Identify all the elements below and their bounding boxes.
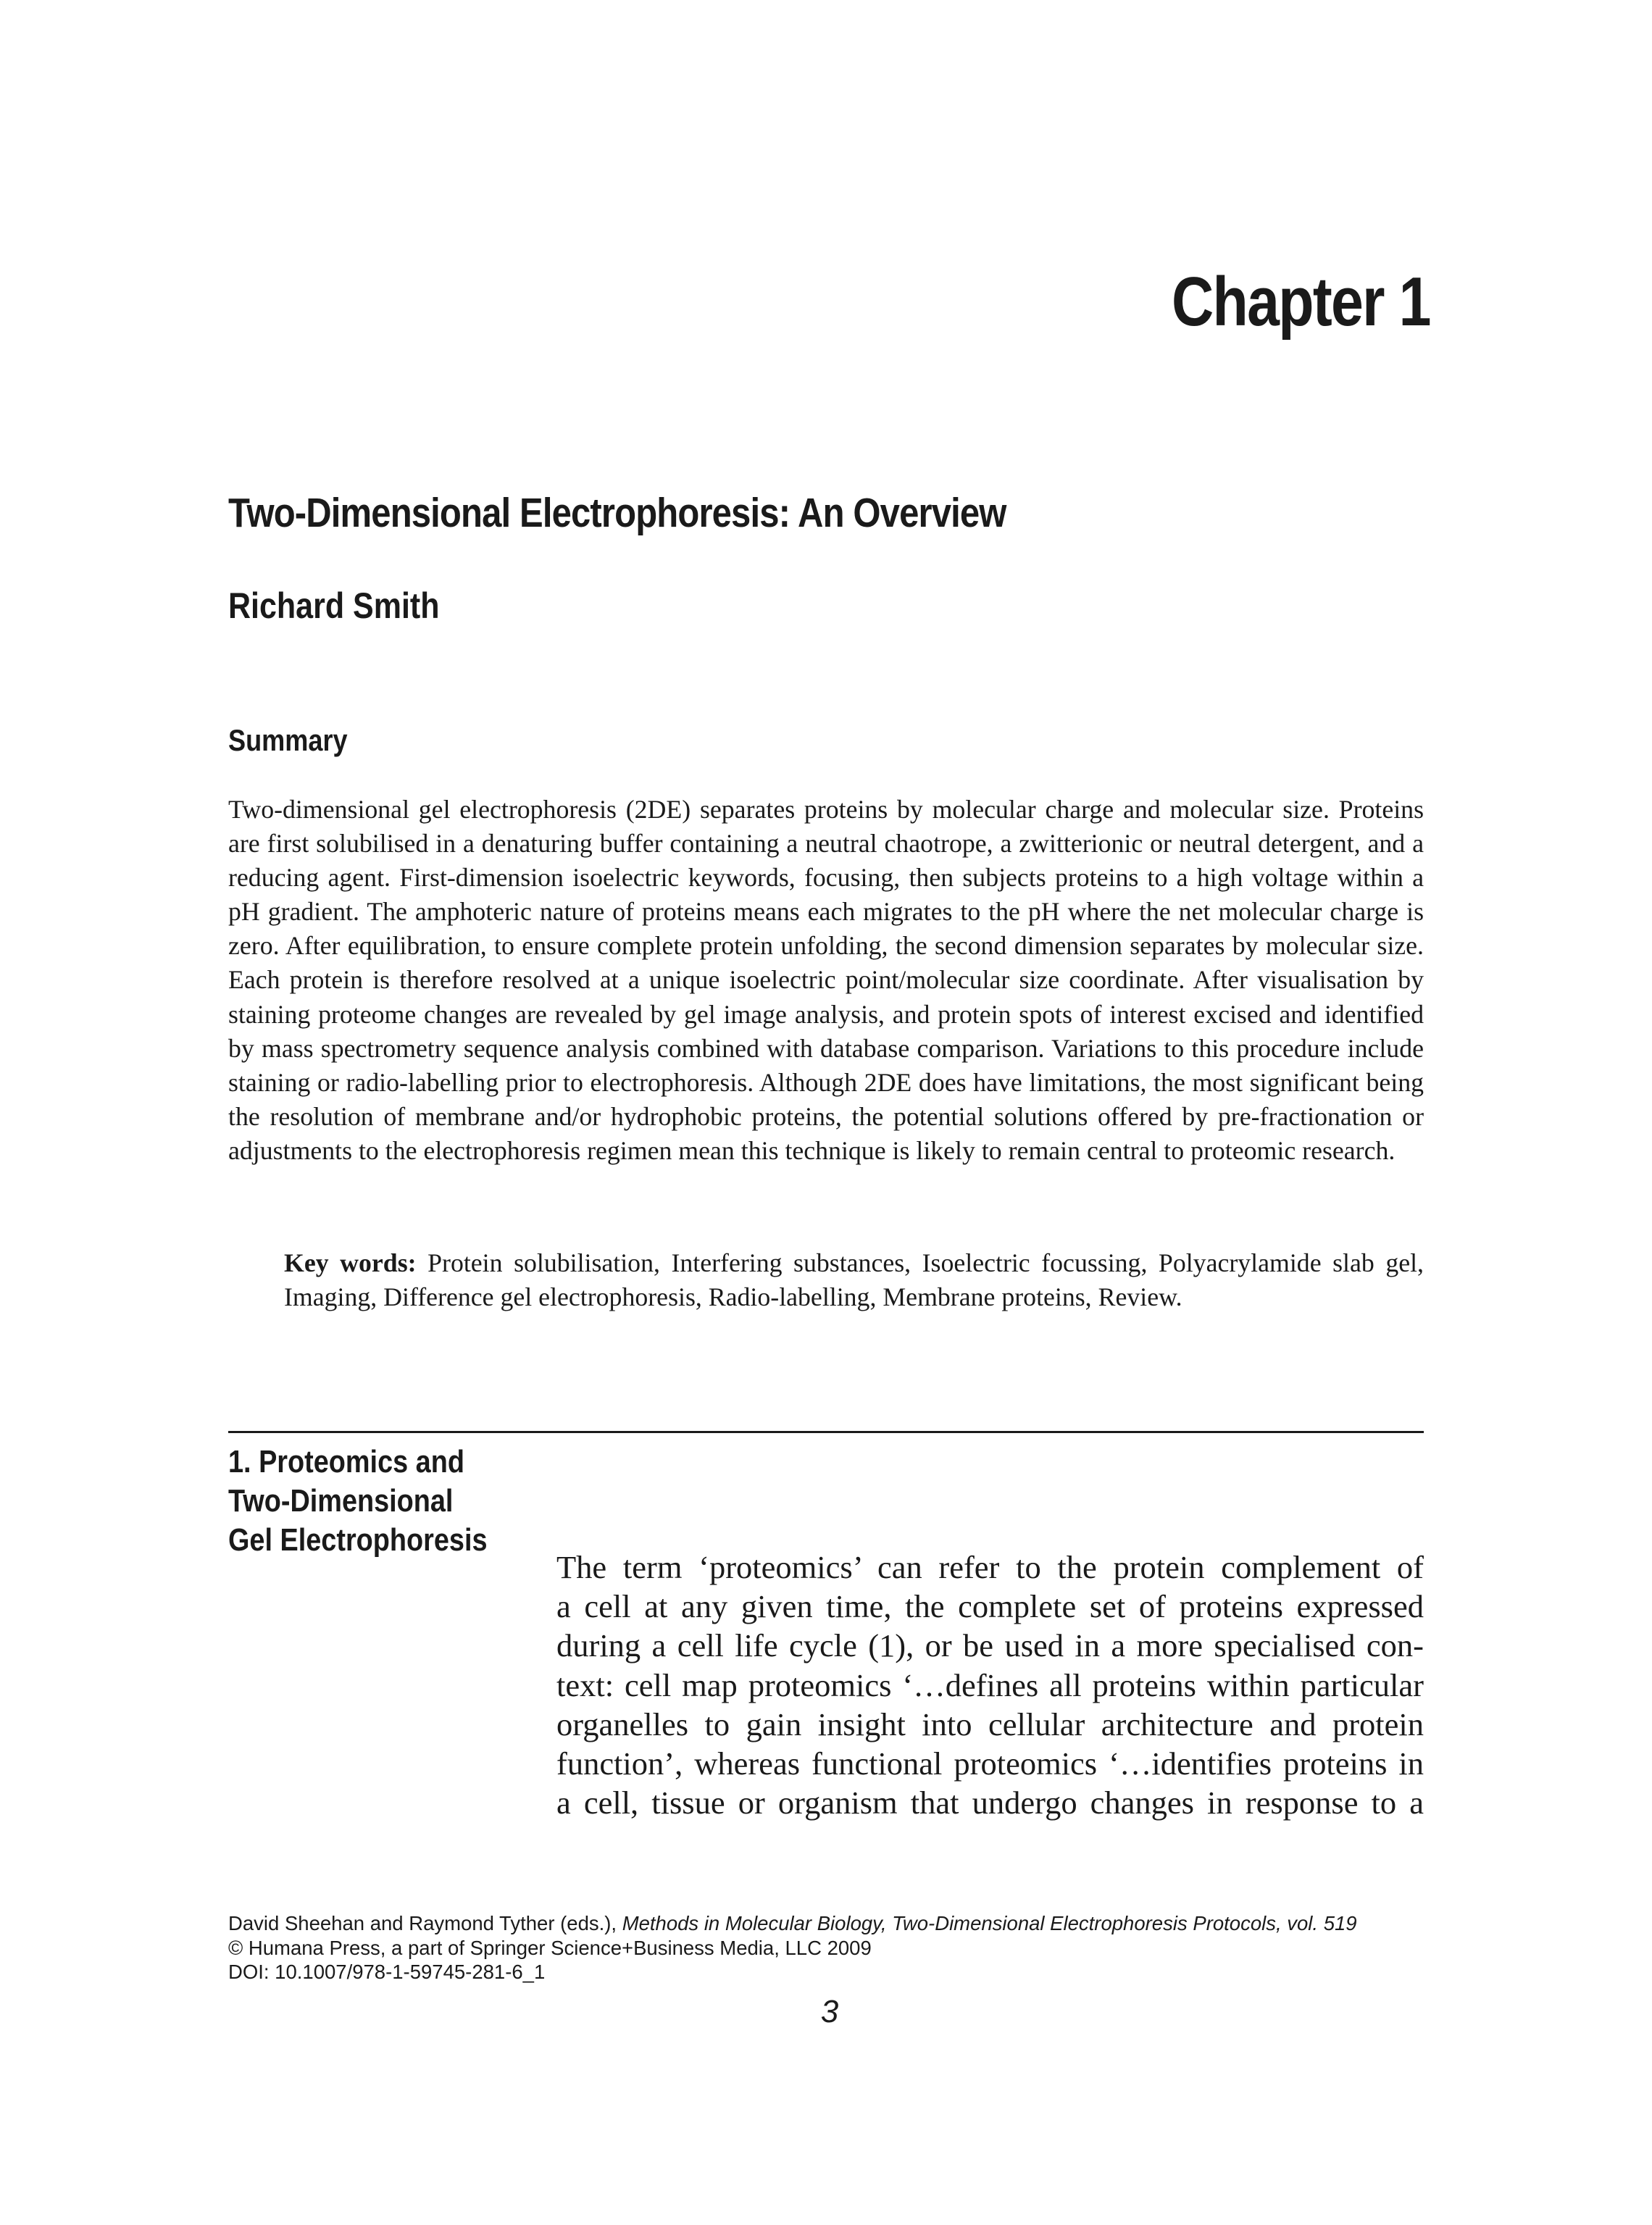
section-heading-line: 1. Proteomics and	[228, 1444, 464, 1479]
section-body	[556, 1548, 1424, 1822]
body-line: a cell at any given time, the complete set of proteins expressed	[556, 1588, 1424, 1625]
section-heading	[228, 1443, 540, 1560]
author-name: Richard Smith	[228, 585, 440, 626]
section-divider	[228, 1431, 1424, 1433]
keywords-text: Protein solubilisation, Interfering substances, Isoelectric focussing, Polyacrylamide slab gel, Imaging, Difference gel electrophoresis, Radio-labelling, Membrane proteins, Review.	[284, 1248, 1424, 1312]
body-line: organelles to gain insight into cellular architecture and protein	[556, 1706, 1424, 1742]
body-line: a cell, tissue or organism that undergo changes in response to a	[556, 1784, 1424, 1821]
footer-doi: DOI: 10.1007/978-1-59745-281-6_1	[228, 1961, 546, 1983]
chapter-title: Two-Dimensional Electrophoresis: An Overview	[228, 490, 1006, 536]
summary-text: Two-dimensional gel electrophoresis (2DE) separates proteins by molecular charge and molecular size. Proteins are first solubilised in a denaturing buffer containing a neutral chaotrope, a zwitterionic or neutral detergent, and a reducing agent. First-dimension isoelectric keywords, focusing, then subjects proteins to a high voltage within a pH gradient. The amphoteric nature of proteins means each migrates to the pH where the net molecular charge is zero. After equilibration, to ensure complete protein unfolding, the second dimension separates by molecular size. Each protein is therefore resolved at a unique isoelectric point/molecular size coordinate. After visualisation by staining proteome changes are revealed by gel image analysis, and protein spots of interest excised and identified by mass spectrometry sequence analysis combined with database comparison. Variations to this procedure include staining or radio-labelling prior to electrophoresis. Although 2DE does have limitations, the most significant being the resolution of membrane and/or hydrophobic proteins, the potential solutions offered by pre-fractionation or adjustments to the electrophoresis regimen mean this technique is likely to remain central to proteomic research.	[228, 795, 1424, 1165]
footer-copyright: © Humana Press, a part of Springer Science+Business Media, LLC 2009	[228, 1936, 872, 1959]
section-heading-line: Gel Electrophoresis	[228, 1522, 488, 1558]
chapter-label: Chapter 1	[1172, 263, 1430, 341]
footer-citation-line	[228, 1911, 1431, 1936]
footer-editors: David Sheehan and Raymond Tyther (eds.),	[228, 1912, 617, 1934]
keywords-label: Key words:	[284, 1248, 417, 1277]
section-heading-line: Two-Dimensional	[228, 1483, 454, 1519]
keywords-paragraph	[284, 1246, 1424, 1314]
body-line: during a cell life cycle (1), or be used in a more specialised con-	[556, 1627, 1424, 1664]
body-line: text: cell map proteomics ‘…defines all proteins within particular	[556, 1666, 1424, 1703]
footer-series: Methods in Molecular Biology, Two-Dimensional Electrophoresis Protocols, vol. 519	[622, 1912, 1357, 1934]
body-line: function’, whereas functional proteomics ‘…identifies proteins in	[556, 1745, 1424, 1782]
citation-footer	[228, 1911, 1431, 1984]
body-line: The term ‘proteomics’ can refer to the protein complement of	[556, 1549, 1424, 1585]
page-number: 3	[820, 1994, 839, 2029]
summary-heading: Summary	[228, 723, 348, 757]
